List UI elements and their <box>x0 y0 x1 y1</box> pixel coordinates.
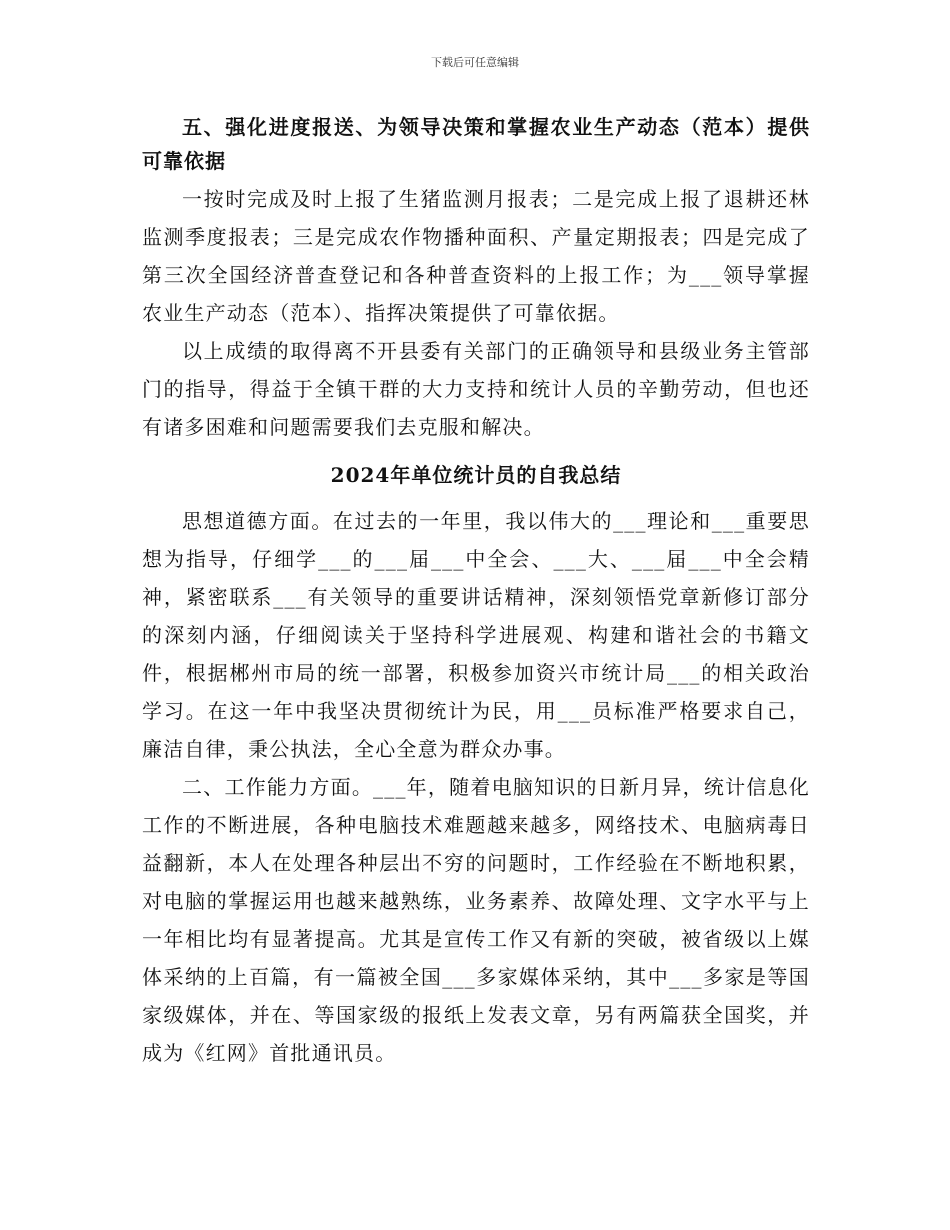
document-body <box>142 110 810 1072</box>
document-title: 2024年单位统计员的自我总结 <box>330 463 622 487</box>
paragraph: 思想道德方面。在过去的一年里，我以伟大的___理论和___重要思想为指导，仔细学___的___届___中全会、___大、___届___中全会精神，紧密联系___有关领导的重要讲话精神，深刻领悟党章新修订部分的深刻内涵，仔细阅读关于坚持科学进展观、构建和谐社会的书籍文件，根据郴州市局的统一部署，积极参加资兴市统计局___的相关政治学习。在这一年中我坚决贯彻统计为民，用___员标准严格要求自己，廉洁自律，秉公执法，全心全意为群众办事。 <box>142 509 810 761</box>
paragraph: 一按时完成及时上报了生猪监测月报表；二是完成上报了退耕还林监测季度报表；三是完成农作物播种面积、产量定期报表；四是完成了第三次全国经济普查登记和各种普查资料的上报工作；为___领导掌握农业生产动态（范本）、指挥决策提供了可靠依据。 <box>142 187 810 325</box>
paragraph: 以上成绩的取得离不开县委有关部门的正确领导和县级业务主管部门的指导，得益于全镇干群的大力支持和统计人员的辛勤劳动，但也还有诸多困难和问题需要我们去克服和解决。 <box>142 339 810 439</box>
header-note: 下载后可任意编辑 <box>431 56 519 69</box>
paragraph: 二、工作能力方面。___年，随着电脑知识的日新月异，统计信息化工作的不断进展，各种电脑技术难题越来越多，网络技术、电脑病毒日益翻新，本人在处理各种层出不穷的问题时，工作经验在不断地积累，对电脑的掌握运用也越来越熟练，业务素养、故障处理、文字水平与上一年相比均有显著提高。尤其是宣传工作又有新的突破，被省级以上媒体采纳的上百篇，有一篇被全国___多家媒体采纳，其中___多家是等国家级媒体，并在、等国家级的报纸上发表文章，另有两篇获全国奖，并成为《红网》首批通讯员。 <box>142 775 810 1065</box>
section-heading: 五、强化进度报送、为领导决策和掌握农业生产动态（范本）提供可靠依据 <box>142 115 810 173</box>
